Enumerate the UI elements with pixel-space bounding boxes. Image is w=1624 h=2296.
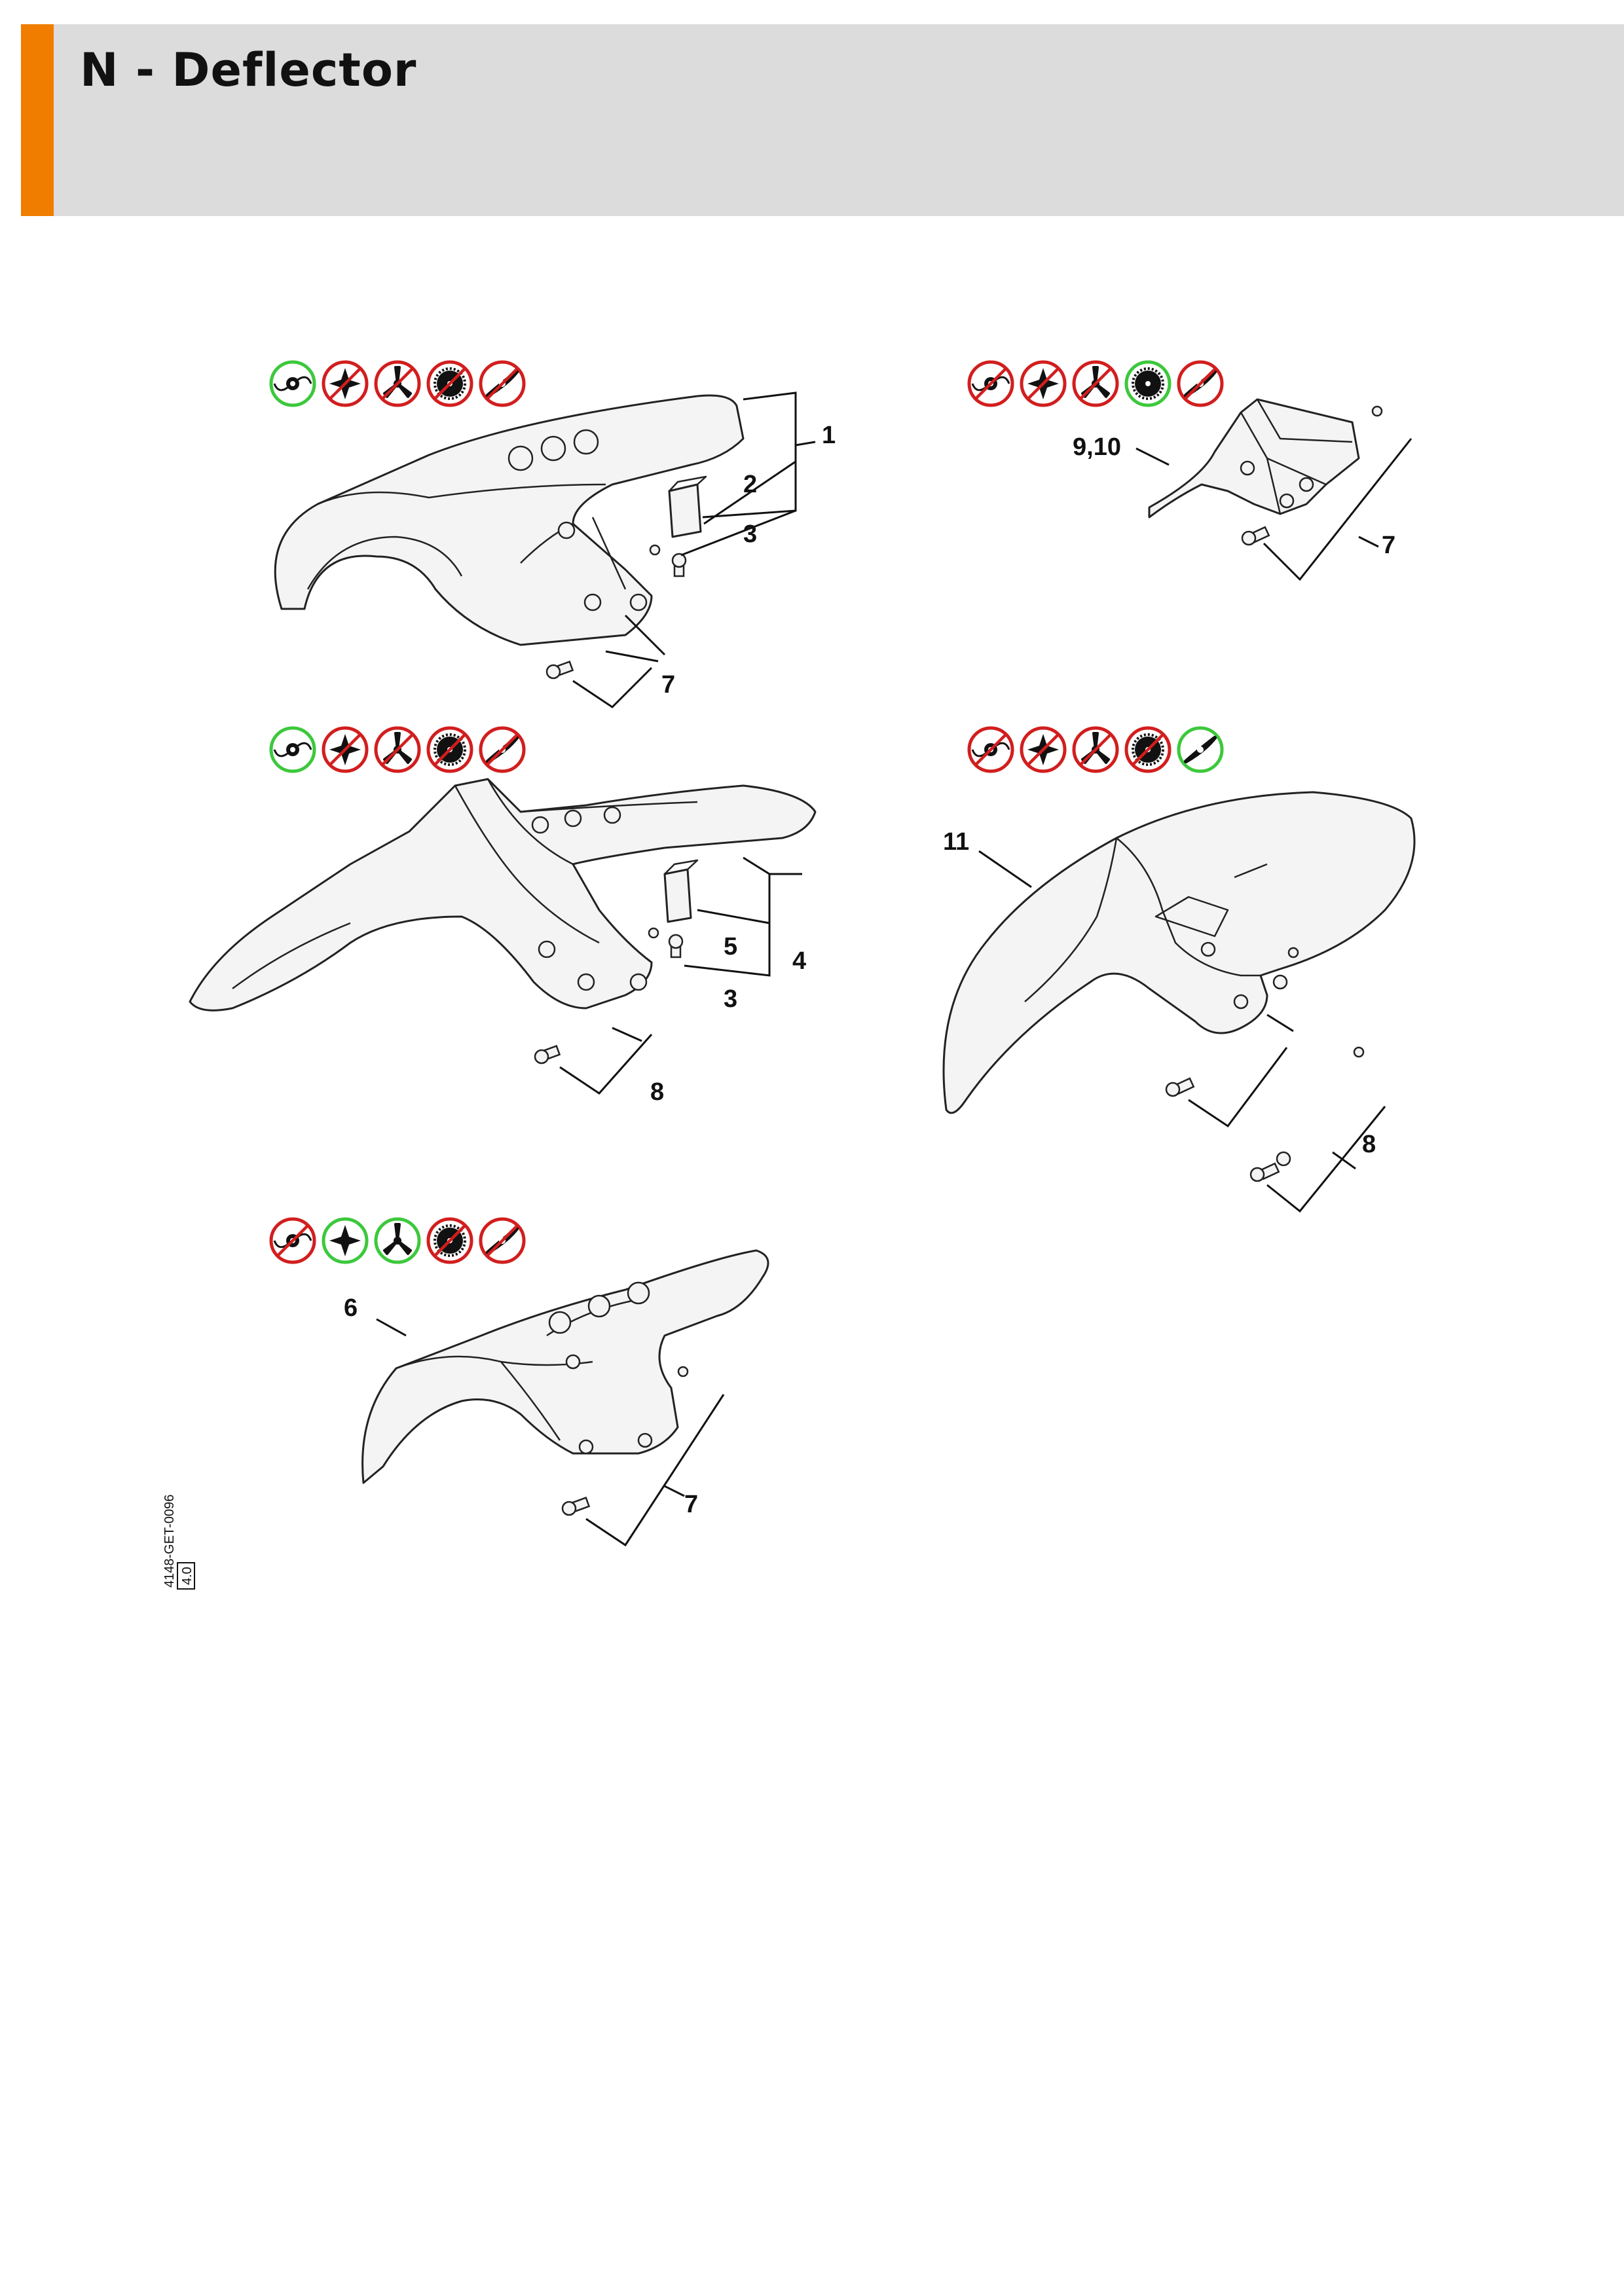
callout-8-a: 8 [650,1078,665,1106]
exploded-parts-diagram [154,288,1470,1617]
callout-4: 4 [792,947,807,975]
brush-knife-icon [1179,362,1222,405]
callout-6: 6 [344,1294,358,1322]
brush-knife-icon [1179,728,1222,771]
flap-part-2 [669,477,706,537]
mowing-line-head-icon [271,362,314,405]
drawing-reference-version: 4.0 [180,1567,194,1585]
plastic-blade-icon [323,1219,367,1262]
header-accent-bar [21,24,54,216]
circular-saw-blade-icon [428,362,471,405]
symbol-row-group-5 [271,1219,524,1262]
brush-knife-icon [481,1219,524,1262]
deflector-part-6 [363,1250,768,1483]
screw-part-8-a [535,1046,560,1063]
circular-saw-blade-icon [428,1219,471,1262]
deflector-part-11 [944,792,1414,1113]
screw-part-3-b [649,928,682,957]
circular-saw-blade-icon [1126,728,1170,771]
mowing-line-head-icon [969,728,1012,771]
callout-9-10: 9,10 [1073,433,1121,461]
plastic-blade-icon [1022,728,1065,771]
circular-saw-blade-icon [428,728,471,771]
mowing-line-head-icon [271,728,314,771]
brush-knife-icon [481,728,524,771]
three-tooth-blade-icon [1074,362,1117,405]
callout-7-b: 7 [1382,532,1396,559]
drawing-reference-code: 4148-GET-0096 [162,1494,177,1588]
three-tooth-blade-icon [1074,728,1117,771]
plastic-blade-icon [323,728,367,771]
diagram-canvas [154,288,1470,1617]
mowing-line-head-icon [969,362,1012,405]
callout-1: 1 [822,422,836,449]
callout-3-b: 3 [724,985,738,1013]
symbol-row-group-3 [271,728,524,771]
circular-saw-blade-icon [1126,362,1170,405]
callout-7-c: 7 [684,1491,699,1518]
symbol-row-group-4 [969,728,1222,771]
three-tooth-blade-icon [376,362,419,405]
drawing-reference-label [162,1495,194,1589]
symbol-row-group-1 [271,362,524,405]
three-tooth-blade-icon [376,1219,419,1262]
plastic-blade-icon [1022,362,1065,405]
symbol-row-group-2 [969,362,1222,405]
deflector-part-9-10 [1149,399,1359,517]
callout-3-a: 3 [743,520,758,548]
page-title: N - Deflector [80,43,417,97]
flap-part-5 [665,860,697,922]
mowing-line-head-icon [271,1219,314,1262]
deflector-part-4 [190,779,815,1010]
callout-8-b: 8 [1362,1131,1376,1158]
screw-part-7-a [547,662,573,678]
callout-11: 11 [943,828,970,856]
callout-7-a: 7 [661,671,676,699]
callout-2: 2 [743,471,758,498]
three-tooth-blade-icon [376,728,419,771]
brush-knife-icon [481,362,524,405]
screw-part-3-a [650,545,686,576]
callout-5: 5 [724,933,738,960]
plastic-blade-icon [323,362,367,405]
